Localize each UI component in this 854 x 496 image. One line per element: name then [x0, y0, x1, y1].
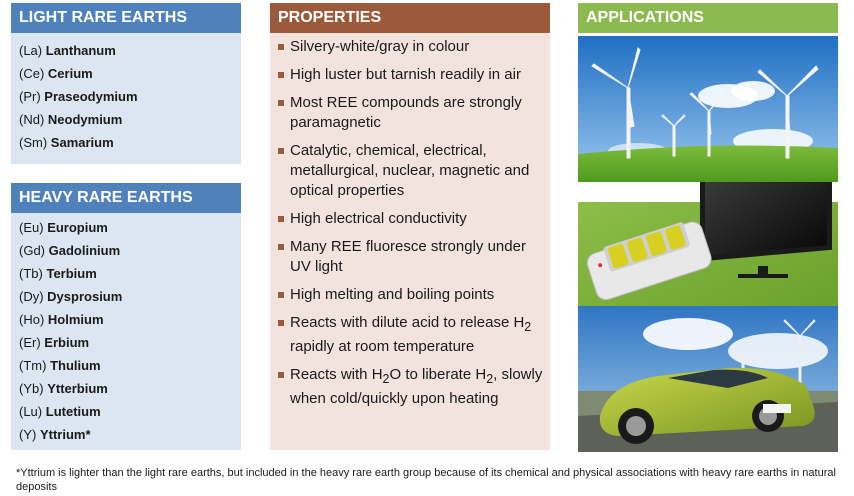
batteries-and-tv-image [578, 182, 838, 306]
element-name: Lanthanum [45, 43, 116, 58]
element-item [19, 216, 241, 239]
property-item: Most REE compounds are strongly paramagnetic [278, 93, 544, 133]
element-name: Lutetium [45, 404, 101, 419]
properties-body [270, 33, 550, 450]
element-name: Samarium [50, 135, 114, 150]
element-item [19, 62, 241, 85]
element-item [19, 377, 241, 400]
element-item [19, 262, 241, 285]
applications-panel [578, 3, 838, 33]
light-rare-earths-list [11, 33, 241, 154]
property-item: Many REE fluoresce strongly under UV light [278, 237, 544, 277]
bullet-icon [278, 216, 284, 222]
wind-turbines-illustration [578, 36, 838, 182]
element-symbol: (La) [19, 43, 43, 58]
green-car-image [578, 306, 838, 452]
element-name: Yttrium* [39, 427, 91, 442]
element-name: Cerium [47, 66, 93, 81]
element-item [19, 423, 241, 446]
wind-turbines-image [578, 36, 838, 182]
element-item [19, 108, 241, 131]
element-name: Europium [47, 220, 108, 235]
element-symbol: (Dy) [19, 289, 44, 304]
bullet-icon [278, 320, 284, 326]
element-symbol: (Ce) [19, 66, 45, 81]
element-item [19, 354, 241, 377]
element-symbol: (Sm) [19, 135, 48, 150]
bullet-icon [278, 372, 284, 378]
heavy-rare-earths-panel [11, 183, 241, 450]
bullet-icon [278, 100, 284, 106]
green-car-illustration [578, 306, 838, 452]
element-symbol: (Eu) [19, 220, 44, 235]
element-symbol: (Pr) [19, 89, 41, 104]
element-item [19, 331, 241, 354]
property-item: High electrical conductivity [278, 209, 544, 229]
element-item [19, 131, 241, 154]
light-rare-earths-panel [11, 3, 241, 164]
element-symbol: (Lu) [19, 404, 43, 419]
property-item: High melting and boiling points [278, 285, 544, 305]
element-symbol: (Ho) [19, 312, 45, 327]
element-symbol: (Y) [19, 427, 37, 442]
element-item [19, 308, 241, 331]
element-symbol: (Er) [19, 335, 41, 350]
element-item [19, 239, 241, 262]
property-item: Silvery-white/gray in colour [278, 37, 544, 57]
element-symbol: (Yb) [19, 381, 44, 396]
element-symbol: (Tb) [19, 266, 43, 281]
element-item [19, 85, 241, 108]
element-item [19, 400, 241, 423]
element-name: Thulium [50, 358, 101, 373]
heavy-rare-earths-list [11, 213, 241, 446]
element-name: Ytterbium [47, 381, 108, 396]
property-item: Reacts with $H_2O$ to liberate $H_2$, slowly when cold/quickly upon heating [278, 365, 544, 409]
element-name: Gadolinium [48, 243, 121, 258]
bullet-icon [278, 244, 284, 250]
bullet-icon [278, 292, 284, 298]
element-name: Terbium [46, 266, 97, 281]
applications-title: APPLICATIONS [578, 3, 838, 33]
element-symbol: (Tm) [19, 358, 47, 373]
element-item [19, 285, 241, 308]
bullet-icon [278, 148, 284, 154]
property-item: High luster but tarnish readily in air [278, 65, 544, 85]
light-rare-earths-body [11, 33, 241, 164]
property-item: Catalytic, chemical, electrical, metallurgical, nuclear, magnetic and optical properties [278, 141, 544, 201]
element-item [19, 39, 241, 62]
element-name: Praseodymium [44, 89, 138, 104]
batteries-and-tv-illustration [578, 182, 838, 306]
element-name: Erbium [44, 335, 90, 350]
heavy-rare-earths-title: HEAVY RARE EARTHS [11, 183, 241, 213]
element-name: Neodymium [47, 112, 123, 127]
properties-panel [270, 3, 550, 450]
light-rare-earths-title: LIGHT RARE EARTHS [11, 3, 241, 33]
property-item: Reacts with dilute acid to release $H_2$ rapidly at room temperature [278, 313, 544, 357]
bullet-icon [278, 44, 284, 50]
heavy-rare-earths-body [11, 213, 241, 450]
element-symbol: (Nd) [19, 112, 45, 127]
properties-list [278, 37, 544, 409]
properties-title: PROPERTIES [270, 3, 550, 33]
element-symbol: (Gd) [19, 243, 45, 258]
footnote: *Yttrium is lighter than the light rare earths, but included in the heavy rare earth group because of its chemical and physical associations with heavy rare earths in natural deposits [16, 467, 836, 493]
element-name: Dysprosium [47, 289, 123, 304]
element-name: Holmium [47, 312, 104, 327]
bullet-icon [278, 72, 284, 78]
